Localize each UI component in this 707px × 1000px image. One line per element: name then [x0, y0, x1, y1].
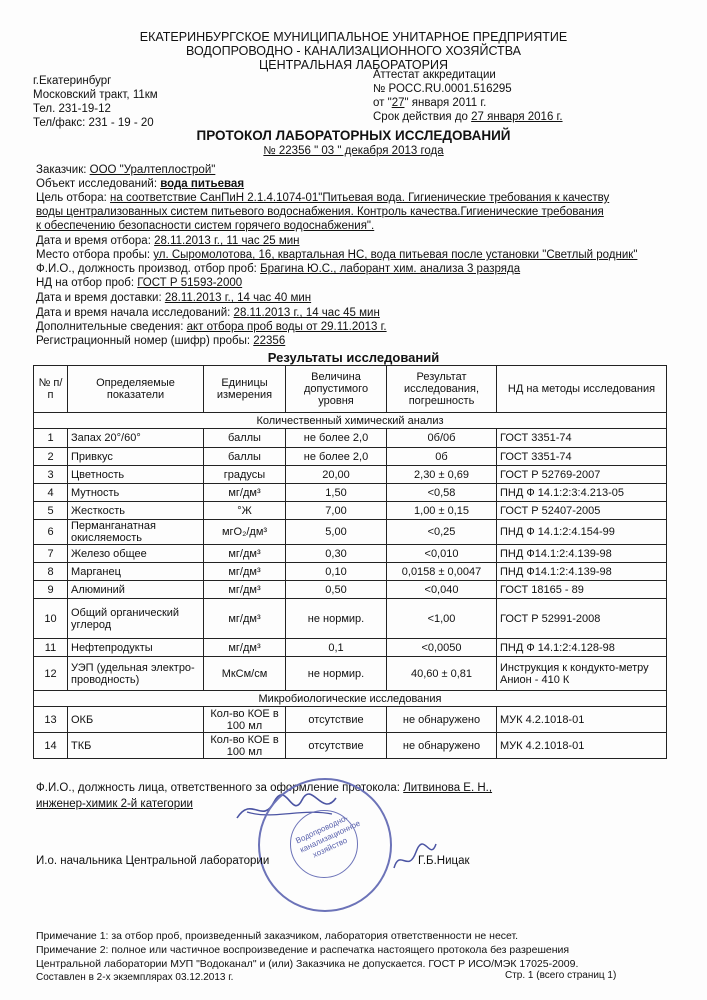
cell-unit: Кол-во КОЕ в 100 мл: [204, 733, 286, 759]
cell-limit: 0,1: [286, 639, 387, 657]
cell-unit: мг/дм³: [204, 484, 286, 502]
cell-method: ГОСТ Р 52407-2005: [497, 502, 667, 520]
cell-indicator: УЭП (удельная электро-проводность): [68, 657, 204, 691]
table-row: [34, 599, 667, 639]
cell-unit: МкСм/см: [204, 657, 286, 691]
table-row: [34, 707, 667, 733]
col-method-header: НД на методы исследования: [497, 366, 667, 413]
col-limit-header: Величина допустимого уровня: [286, 366, 387, 413]
table-row: [34, 657, 667, 691]
cell-indicator: ТКБ: [68, 733, 204, 759]
stamp-text: Водопроводно-канализационное хозяйство: [294, 813, 362, 860]
cell-unit: мг/дм³: [204, 599, 286, 639]
sampling-place: Место отбора пробы: ул. Сыромолотова, 16, квартальная НС, вода питьевая после установки "Светлый родник": [36, 249, 638, 261]
cell-limit: 0,30: [286, 545, 387, 563]
cell-result: 0б/0б: [387, 429, 497, 448]
cell-indicator: Привкус: [68, 448, 204, 466]
table-row: [34, 563, 667, 581]
cell-number: 7: [34, 545, 68, 563]
accreditation-title: Аттестат аккредитации: [373, 69, 496, 81]
cell-result: <0,58: [387, 484, 497, 502]
delivery-datetime: Дата и время доставки: 28.11.2013 г., 14 час 40 мин: [36, 292, 312, 304]
cell-indicator: Железо общее: [68, 545, 204, 563]
section-row: [34, 413, 667, 429]
cell-number: 14: [34, 733, 68, 759]
head-label: И.о. начальника Центральной лаборатории: [36, 855, 270, 867]
table-row: [34, 733, 667, 759]
cell-method: МУК 4.2.1018-01: [497, 733, 667, 759]
cell-limit: 1,50: [286, 484, 387, 502]
cell-unit: °Ж: [204, 502, 286, 520]
cell-indicator: Жесткость: [68, 502, 204, 520]
cell-indicator: Мутность: [68, 484, 204, 502]
sampling-purpose-line3: к обеспечению безопасности систем горячего водоснабжения".: [36, 220, 375, 232]
research-start: Дата и время начала исследований: 28.11.2013 г., 14 час 45 мин: [36, 307, 380, 319]
extra-info: Дополнительные сведения: акт отбора проб воды от 29.11.2013 г.: [36, 321, 387, 333]
cell-result: 40,60 ± 0,81: [387, 657, 497, 691]
table-row: [34, 520, 667, 545]
cell-limit: отсутствие: [286, 707, 387, 733]
cell-limit: отсутствие: [286, 733, 387, 759]
cell-indicator: Общий органический углерод: [68, 599, 204, 639]
table-row: [34, 448, 667, 466]
cell-unit: баллы: [204, 448, 286, 466]
cell-result: 0б: [387, 448, 497, 466]
cell-number: 11: [34, 639, 68, 657]
cell-method: Инструкция к кондукто-метру Анион - 410 К: [497, 657, 667, 691]
col-result-header: Результат исследования, погрешность: [387, 366, 497, 413]
cell-unit: Кол-во КОЕ в 100 мл: [204, 707, 286, 733]
accreditation-validity: Срок действия до 27 января 2016 г.: [373, 111, 563, 123]
cell-indicator: Алюминий: [68, 581, 204, 599]
cell-method: ГОСТ Р 52991-2008: [497, 599, 667, 639]
cell-method: ГОСТ Р 52769-2007: [497, 466, 667, 484]
cell-result: <0,0050: [387, 639, 497, 657]
cell-limit: не более 2,0: [286, 429, 387, 448]
cell-result: не обнаружено: [387, 733, 497, 759]
org-name-line3: ЦЕНТРАЛЬНАЯ ЛАБОРАТОРИЯ: [259, 58, 448, 72]
cell-indicator: Нефтепродукты: [68, 639, 204, 657]
table-row: [34, 466, 667, 484]
cell-unit: мг/дм³: [204, 581, 286, 599]
cell-number: 13: [34, 707, 68, 733]
head-name: Г.Б.Ницак: [418, 855, 470, 867]
cell-number: 8: [34, 563, 68, 581]
cell-limit: 5,00: [286, 520, 387, 545]
sampling-nd: НД на отбор проб: ГОСТ Р 51593-2000: [36, 277, 243, 289]
fax: Тел/факс: 231 - 19 - 20: [33, 117, 154, 129]
org-name-line2: ВОДОПРОВОДНО - КАНАЛИЗАЦИОННОГО ХОЗЯЙСТВА: [186, 44, 521, 58]
results-table: [33, 365, 667, 759]
cell-unit: мгО₂/дм³: [204, 520, 286, 545]
cell-method: ПНД Ф 14.1:2:4.154-99: [497, 520, 667, 545]
protocol-number: № 22356 " 03 " декабря 2013 года: [263, 145, 444, 157]
cell-limit: не нормир.: [286, 599, 387, 639]
page-number: Стр. 1 (всего страниц 1): [505, 970, 617, 981]
cell-result: <0,040: [387, 581, 497, 599]
copies-note: Составлен в 2-х экземплярах 03.12.2013 г.: [36, 972, 234, 983]
phone: Тел. 231-19-12: [33, 103, 111, 115]
cell-number: 4: [34, 484, 68, 502]
cell-limit: 7,00: [286, 502, 387, 520]
cell-unit: мг/дм³: [204, 545, 286, 563]
cell-unit: мг/дм³: [204, 563, 286, 581]
cell-number: 9: [34, 581, 68, 599]
note-1: Примечание 1: за отбор проб, произведенный заказчиком, лаборатория ответственности не несет.: [36, 930, 519, 942]
responsible-person: Ф.И.О., должность лица, ответственного за оформление протокола: Литвинова Е. Н.,: [36, 782, 493, 794]
cell-number: 10: [34, 599, 68, 639]
cell-method: ГОСТ 18165 - 89: [497, 581, 667, 599]
cell-number: 6: [34, 520, 68, 545]
cell-result: 1,00 ± 0,15: [387, 502, 497, 520]
research-object: Объект исследований: вода питьевая: [36, 178, 245, 190]
protocol-title: ПРОТОКОЛ ЛАБОРАТОРНЫХ ИССЛЕДОВАНИЙ: [196, 128, 511, 143]
org-name-line1: ЕКАТЕРИНБУРГСКОЕ МУНИЦИПАЛЬНОЕ УНИТАРНОЕ ПРЕДПРИЯТИЕ: [139, 30, 568, 44]
cell-number: 12: [34, 657, 68, 691]
note-3: Центральной лаборатории МУП "Водоканал" и (или) Заказчика не допускается. ГОСТ Р ИСО/МЭК 17025-2009.: [36, 958, 579, 970]
cell-limit: 0,10: [286, 563, 387, 581]
table-row: [34, 639, 667, 657]
cell-number: 3: [34, 466, 68, 484]
cell-number: 1: [34, 429, 68, 448]
cell-result: <0,010: [387, 545, 497, 563]
cell-result: <0,25: [387, 520, 497, 545]
cell-method: ГОСТ 3351-74: [497, 448, 667, 466]
col-unit-header: Единицы измерения: [204, 366, 286, 413]
cell-result: 0,0158 ± 0,0047: [387, 563, 497, 581]
table-header-row: [34, 366, 667, 413]
note-2: Примечание 2: полное или частичное воспроизведение и распечатка настоящего протокола без разрешения: [36, 944, 570, 956]
cell-number: 2: [34, 448, 68, 466]
sampling-datetime: Дата и время отбора: 28.11.2013 г., 11 час 25 мин: [36, 235, 300, 247]
customer: Заказчик: ООО "Уралтеплострой": [36, 164, 216, 176]
table-row: [34, 545, 667, 563]
cell-indicator: Марганец: [68, 563, 204, 581]
city: г.Екатеринбург: [33, 75, 112, 87]
table-row: [34, 502, 667, 520]
micro-section: [34, 691, 667, 759]
cell-method: ПНД Ф14.1:2:4.139-98: [497, 545, 667, 563]
cell-indicator: Цветность: [68, 466, 204, 484]
cell-limit: не нормир.: [286, 657, 387, 691]
cell-method: ПНД Ф14.1:2:4.139-98: [497, 563, 667, 581]
cell-limit: 0,50: [286, 581, 387, 599]
cell-unit: градусы: [204, 466, 286, 484]
cell-result: не обнаружено: [387, 707, 497, 733]
results-title: Результаты исследований: [267, 350, 440, 365]
cell-unit: мг/дм³: [204, 639, 286, 657]
section-row: [34, 691, 667, 707]
sampler: Ф.И.О., должность производ. отбор проб: Брагина Ю.С., лаборант хим. анализа 3 разряда: [36, 263, 521, 275]
table-row: [34, 429, 667, 448]
cell-indicator: ОКБ: [68, 707, 204, 733]
responsible-position: инженер-химик 2-й категории: [36, 798, 193, 810]
registration-number: Регистрационный номер (шифр) пробы: 22356: [36, 335, 286, 347]
cell-indicator: Запах 20°/60°: [68, 429, 204, 448]
cell-method: МУК 4.2.1018-01: [497, 707, 667, 733]
cell-indicator: Перманганатная окисляемость: [68, 520, 204, 545]
cell-method: ПНД Ф 14.1:2:3:4.213-05: [497, 484, 667, 502]
chem-section: [34, 413, 667, 691]
cell-unit: баллы: [204, 429, 286, 448]
cell-result: <1,00: [387, 599, 497, 639]
sampling-purpose-line2: воды централизованных систем питьевого водоснабжения. Контроль качества.Гигиенические требования: [36, 206, 604, 218]
table-row: [34, 581, 667, 599]
section-chem-label: Количественный химический анализ: [34, 413, 667, 429]
accreditation-number: № РОСС.RU.0001.516295: [373, 83, 512, 95]
cell-result: 2,30 ± 0,69: [387, 466, 497, 484]
cell-limit: не более 2,0: [286, 448, 387, 466]
col-indicator-header: Определяемые показатели: [68, 366, 204, 413]
cell-method: ПНД Ф 14.1:2:4.128-98: [497, 639, 667, 657]
table-row: [34, 484, 667, 502]
cell-number: 5: [34, 502, 68, 520]
sampling-purpose: Цель отбора: на соответствие СанПиН 2.1.4.1074-01"Питьевая вода. Гигиенические требования к качеству: [36, 192, 610, 204]
organization-stamp: [258, 778, 392, 912]
cell-method: ГОСТ 3351-74: [497, 429, 667, 448]
street: Московский тракт, 11км: [33, 89, 158, 101]
section-micro-label: Микробиологические исследования: [34, 691, 667, 707]
accreditation-date: от "27" января 2011 г.: [373, 97, 487, 109]
col-number-header: № п/п: [34, 366, 68, 413]
cell-limit: 20,00: [286, 466, 387, 484]
